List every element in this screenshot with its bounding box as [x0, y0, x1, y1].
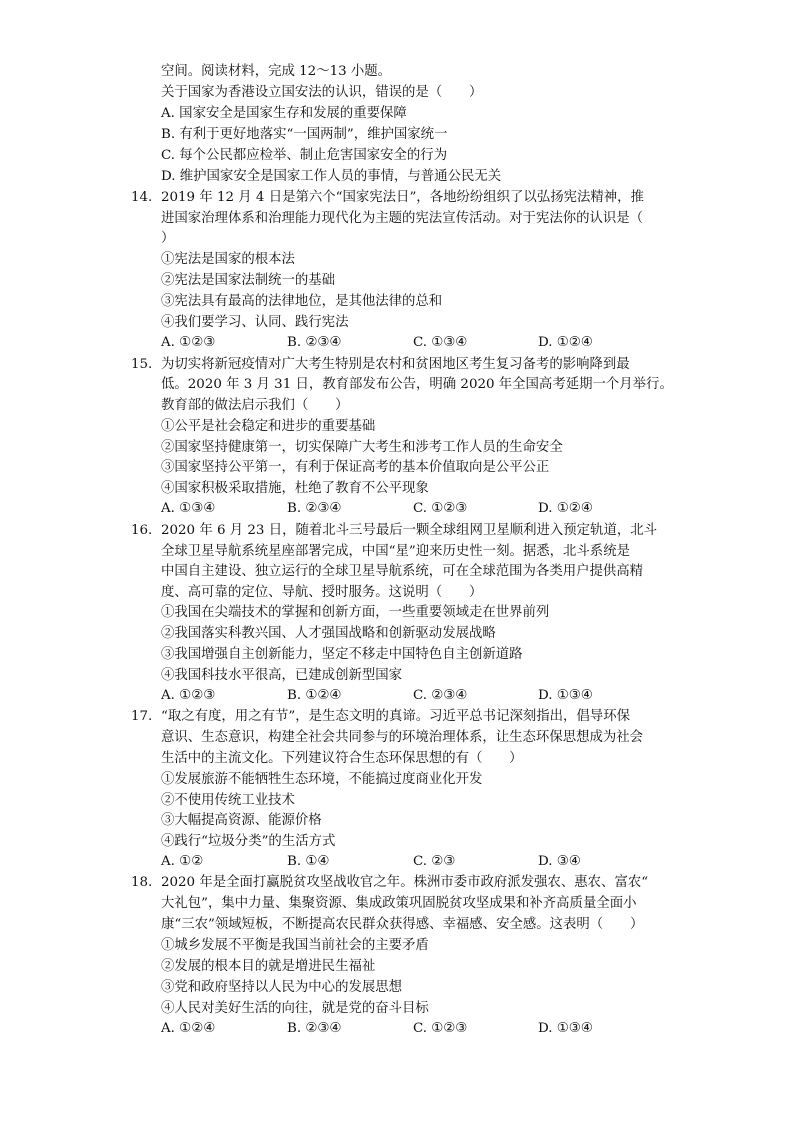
question-14-statement: ④我们要学习、认同、践行宪法 — [161, 315, 349, 330]
question-15-statement: ①公平是社会稳定和进步的重要基础 — [161, 419, 376, 434]
question-16-stem-line: 全球卫星导航系统星座部署完成，中国“星”迎来历史性一刻。据悉，北斗系统是 — [161, 544, 630, 559]
question-18-stem-line: 2020 年是全面打赢脱贫攻坚战收官之年。株洲市委市政府派发强农、惠农、富农“ — [161, 875, 649, 890]
question-17-statement: ②不使用传统工业技术 — [161, 793, 295, 808]
question-14-choice-a: A. ①②③ — [161, 335, 216, 350]
question-16-choice-a: A. ①②③ — [161, 688, 216, 703]
question-16-choice-d: D. ①③④ — [538, 688, 593, 703]
question-18-choice-a: A. ①②④ — [161, 1021, 216, 1036]
question-18-stem-line: 康“三农”领域短板，不断提高农民群众获得感、幸福感、安全感。这表明（ ） — [161, 917, 644, 932]
question-13-option-d: D. 维护国家安全是国家工作人员的事情，与普通公民无关 — [161, 169, 502, 184]
question-17-statement: ③大幅提高资源、能源价格 — [161, 813, 322, 828]
question-18-number: 18. — [131, 875, 153, 890]
question-14-statement: ③宪法具有最高的法律地位，是其他法律的总和 — [161, 294, 443, 309]
question-17-stem-line: 意识、生态意识，构建全社会共同参与的环境治理体系，让生态环保思想成为社会 — [161, 730, 644, 745]
question-17-statement: ①发展旅游不能牺牲生态环境，不能搞过度商业化开发 — [161, 772, 483, 787]
question-15-stem-line: 教育部的做法启示我们（ ） — [161, 398, 349, 413]
question-15-statement: ④国家积极采取措施，杜绝了教育不公平现象 — [161, 481, 429, 496]
question-17-choice-d: D. ③④ — [538, 854, 581, 869]
question-14-statement: ①宪法是国家的根本法 — [161, 252, 295, 267]
question-17-choice-c: C. ②③ — [413, 854, 456, 869]
question-16-statement: ②我国落实科教兴国、人才强国战略和创新驱动发展战略 — [161, 626, 496, 641]
question-13-option-a: A. 国家安全是国家生存和发展的重要保障 — [161, 106, 407, 121]
question-18-choice-c: C. ①②③ — [413, 1021, 468, 1036]
question-14-stem-line: ） — [161, 231, 175, 246]
question-17-statement: ④践行“垃圾分类”的生活方式 — [161, 834, 336, 849]
question-13-option-c: C. 每个公民都应检举、制止危害国家安全的行为 — [161, 148, 448, 163]
question-17-choice-b: B. ①④ — [287, 854, 330, 869]
question-13-stem: 关于国家为香港设立国安法的认识，错误的是（ ） — [161, 85, 483, 100]
question-16-choice-b: B. ①②④ — [287, 688, 342, 703]
question-14-stem-line: 进国家治理体系和治理能力现代化为主题的宪法宣传活动。对于宪法你的认识是（ — [161, 211, 644, 226]
question-14-choice-c: C. ①③④ — [413, 335, 468, 350]
question-14-stem-line: 2019 年 12 月 4 日是第六个“国家宪法日”，各地纷纷组织了以弘扬宪法精神，推 — [161, 190, 644, 205]
question-14-choice-b: B. ②③④ — [287, 335, 342, 350]
question-15-choice-a: A. ①③④ — [161, 501, 216, 516]
question-14-number: 14. — [131, 190, 153, 205]
question-15-stem-line: 低。2020 年 3 月 31 日，教育部发布公告，明确 2020 年全国高考延期一个月举行。 — [161, 377, 673, 392]
question-14-choice-d: D. ①②④ — [538, 335, 593, 350]
question-13-option-b: B. 有利于更好地落实“一国两制”，维护国家统一 — [161, 127, 448, 142]
question-17-stem-line: “取之有度，用之有节”，是生态文明的真谛。习近平总书记深刻指出，倡导环保 — [161, 709, 630, 724]
intro-text-line: 空间。阅读材料，完成 12～13 小题。 — [161, 64, 392, 79]
question-18-choice-d: D. ①③④ — [538, 1021, 593, 1036]
question-18-statement: ①城乡发展不平衡是我国当前社会的主要矛盾 — [161, 938, 429, 953]
question-15-number: 15. — [131, 357, 153, 372]
question-18-statement: ②发展的根本目的就是增进民生福祉 — [161, 959, 376, 974]
question-16-number: 16. — [131, 523, 153, 538]
question-17-stem-line: 生活中的主流文化。下列建议符合生态环保思想的有（ ） — [161, 751, 523, 766]
question-18-choice-b: B. ②③④ — [287, 1021, 342, 1036]
question-18-stem-line: 大礼包”，集中力量、集聚资源、集成政策巩固脱贫攻坚成果和补齐高质量全面小 — [161, 896, 637, 911]
question-15-choice-b: B. ②③④ — [287, 501, 342, 516]
question-16-statement: ④我国科技水平很高，已建成创新型国家 — [161, 668, 403, 683]
question-14-statement: ②宪法是国家法制统一的基础 — [161, 273, 336, 288]
question-16-choice-c: C. ②③④ — [413, 688, 468, 703]
question-17-choice-a: A. ①② — [161, 854, 204, 869]
question-15-choice-c: C. ①②③ — [413, 501, 468, 516]
question-15-statement: ③国家坚持公平第一，有利于保证高考的基本价值取向是公平公正 — [161, 460, 550, 475]
question-16-statement: ①我国在尖端技术的掌握和创新方面，一些重要领域走在世界前列 — [161, 605, 550, 620]
question-16-stem-line: 中国自主建设、独立运行的全球卫星导航系统，可在全球范围为各类用户提供高精 — [161, 564, 644, 579]
question-15-statement: ②国家坚持健康第一，切实保障广大考生和涉考工作人员的生命安全 — [161, 440, 563, 455]
question-16-statement: ③我国增强自主创新能力，坚定不移走中国特色自主创新道路 — [161, 647, 523, 662]
question-18-statement: ③党和政府坚持以人民为中心的发展思想 — [161, 980, 403, 995]
question-15-stem-line: 为切实将新冠疫情对广大考生特别是农村和贫困地区考生复习备考的影响降到最 — [161, 357, 630, 372]
question-16-stem-line: 度、高可靠的定位、导航、授时服务。这说明（ ） — [161, 585, 483, 600]
question-15-choice-d: D. ①②④ — [538, 501, 593, 516]
question-17-number: 17. — [131, 709, 153, 724]
question-18-statement: ④人民对美好生活的向往，就是党的奋斗目标 — [161, 1001, 429, 1016]
question-16-stem-line: 2020 年 6 月 23 日，随着北斗三号最后一颗全球组网卫星顺利进入预定轨道，北斗 — [161, 523, 658, 538]
